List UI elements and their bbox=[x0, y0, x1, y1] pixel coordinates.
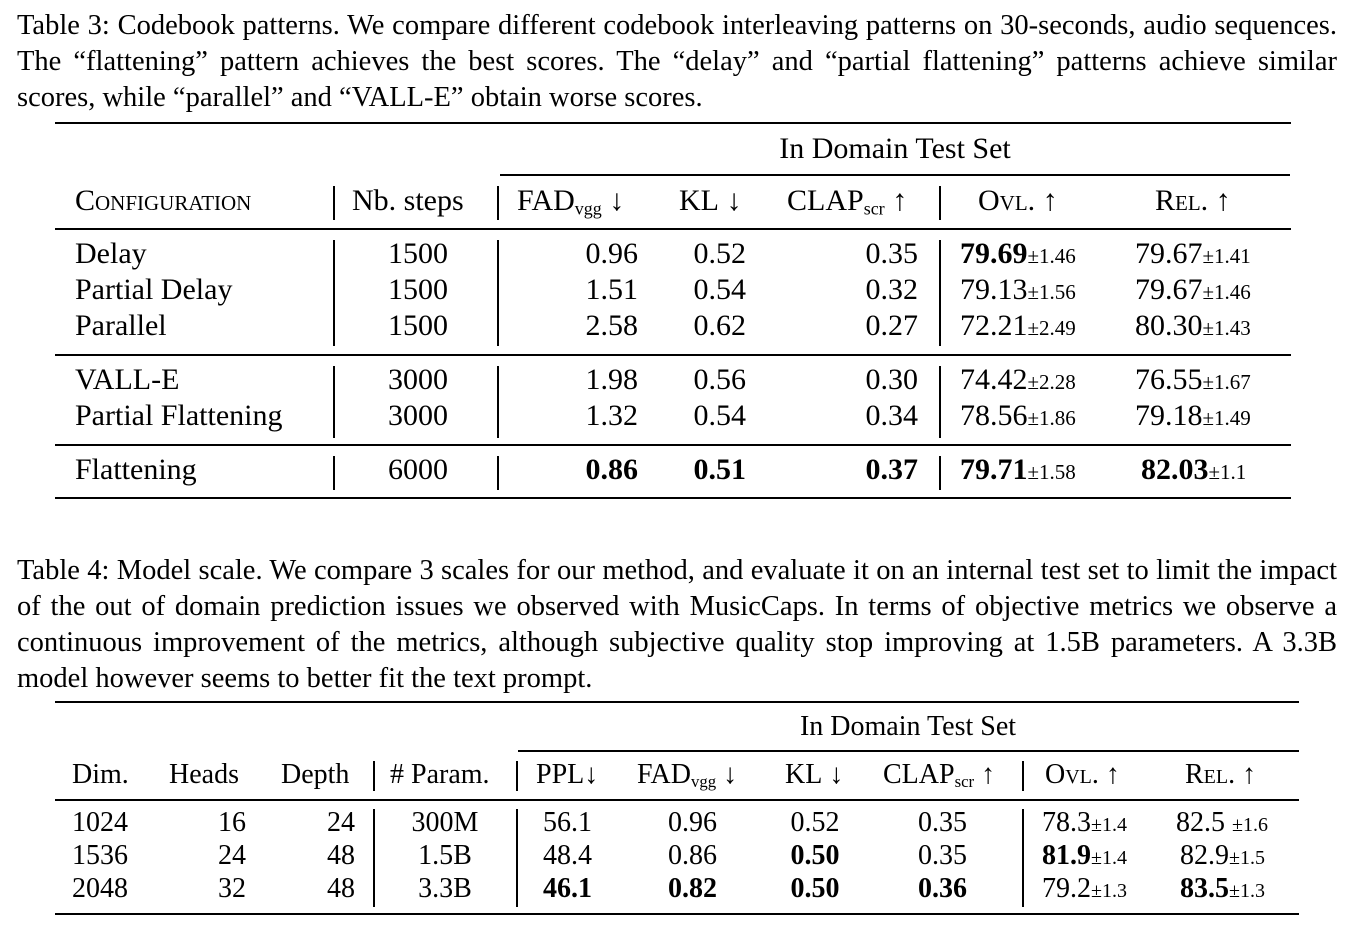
table3-mid-rule bbox=[55, 228, 1291, 230]
table3-header-fad: $FAD_{vgg}$ ↓ bbox=[517, 184, 625, 219]
table4-top-rule bbox=[55, 701, 1299, 703]
ovl-cell: 79.2±1.3 bbox=[1042, 873, 1127, 904]
steps-cell: 1500 bbox=[388, 237, 448, 270]
rel-cell: 80.30±1.43 bbox=[1135, 309, 1251, 342]
table4-header-sep-1 bbox=[373, 761, 375, 791]
dim-cell: 2048 bbox=[72, 873, 128, 904]
steps-cell: 1500 bbox=[388, 309, 448, 342]
table3-sep-1 bbox=[333, 456, 335, 490]
fad-cell: 0.96 bbox=[668, 807, 717, 838]
ovl-cell: 74.42±2.28 bbox=[960, 363, 1076, 396]
table4-group-rule bbox=[518, 750, 1299, 752]
table3-sep-2 bbox=[497, 240, 499, 346]
depth-cell: 48 bbox=[327, 873, 355, 904]
clap-cell: 0.37 bbox=[865, 453, 918, 486]
depth-cell: 24 bbox=[327, 807, 355, 838]
table4-header-dim: Dim. bbox=[72, 759, 129, 790]
table3-group-rule bbox=[500, 174, 1290, 176]
config-cell: Partial Delay bbox=[75, 273, 233, 306]
ovl-cell: 79.71±1.58 bbox=[960, 453, 1076, 486]
kl-cell: 0.56 bbox=[693, 363, 746, 396]
table3-header-kl: KL ↓ bbox=[679, 184, 742, 217]
table3-top-rule bbox=[55, 122, 1291, 124]
table4-header-sep-3 bbox=[1022, 761, 1024, 791]
clap-cell: 0.32 bbox=[865, 273, 918, 306]
ovl-cell: 78.56±1.86 bbox=[960, 399, 1076, 432]
fad-cell: 0.96 bbox=[585, 237, 638, 270]
rel-cell: 82.9±1.5 bbox=[1180, 840, 1265, 871]
table3-sep-2 bbox=[497, 456, 499, 490]
param-cell: 1.5B bbox=[418, 840, 472, 871]
rel-cell: 82.03±1.1 bbox=[1141, 453, 1247, 486]
table4-header-fad: $FAD_{vgg}$ ↓ bbox=[637, 759, 738, 792]
ppl-cell: 56.1 bbox=[543, 807, 592, 838]
table3-group-rule-2 bbox=[55, 354, 1291, 356]
rel-cell: 79.67±1.41 bbox=[1135, 237, 1251, 270]
fad-cell: 0.86 bbox=[585, 453, 638, 486]
kl-cell: 0.54 bbox=[693, 399, 746, 432]
rel-cell: 82.5 ±1.6 bbox=[1176, 807, 1268, 838]
config-cell: VALL-E bbox=[75, 363, 180, 396]
table4-sep-3 bbox=[1022, 809, 1024, 907]
kl-cell: 0.50 bbox=[790, 873, 840, 904]
fad-cell: 1.51 bbox=[585, 273, 638, 306]
fad-cell: 0.86 bbox=[668, 840, 717, 871]
table3-header-sep-3 bbox=[939, 186, 941, 220]
clap-cell: 0.35 bbox=[918, 807, 967, 838]
table4-caption: Table 4: Model scale. We compare 3 scales for our method, and evaluate it on an internal test set to limit the impact of the out of domain prediction issues we observed with MusicCaps. In terms of objective metrics we observe a continuous improvement of the metrics, although subjective quality stop improving at 1.5B parameters. A 3.3B model however seems to better fit the text prompt. bbox=[17, 555, 1337, 694]
table3-sep-1 bbox=[333, 240, 335, 346]
clap-cell: 0.35 bbox=[865, 237, 918, 270]
table4-header-param: # Param. bbox=[390, 759, 490, 790]
kl-cell: 0.52 bbox=[693, 237, 746, 270]
param-cell: 3.3B bbox=[418, 873, 472, 904]
table3-sep-1 bbox=[333, 366, 335, 438]
rel-cell: 79.67±1.46 bbox=[1135, 273, 1251, 306]
table3-sep-2 bbox=[497, 366, 499, 438]
heads-cell: 16 bbox=[218, 807, 246, 838]
clap-cell: 0.27 bbox=[865, 309, 918, 342]
table4-header-ppl: PPL↓ bbox=[536, 759, 599, 790]
table4-group-header: In Domain Test Set bbox=[799, 711, 1017, 742]
steps-cell: 3000 bbox=[388, 399, 448, 432]
steps-cell: 3000 bbox=[388, 363, 448, 396]
table3-header-clap: $CLAP_{scr}$ ↑ bbox=[787, 184, 908, 219]
table3-sep-3 bbox=[939, 366, 941, 438]
dim-cell: 1536 bbox=[72, 840, 128, 871]
clap-cell: 0.34 bbox=[865, 399, 918, 432]
table4-header-ovl: Ovl. ↑ bbox=[1045, 759, 1120, 790]
clap-cell: 0.30 bbox=[865, 363, 918, 396]
table3-bottom-rule bbox=[55, 497, 1291, 499]
fad-cell: 1.98 bbox=[585, 363, 638, 396]
ovl-cell: 81.9±1.4 bbox=[1042, 840, 1127, 871]
table3-sep-3 bbox=[939, 240, 941, 346]
param-cell: 300M bbox=[411, 807, 479, 838]
table3-group-rule-3 bbox=[55, 444, 1291, 446]
fad-cell: 2.58 bbox=[585, 309, 638, 342]
ppl-cell: 46.1 bbox=[543, 873, 592, 904]
table3-header-sep-2 bbox=[497, 186, 499, 220]
table3-header-sep-1 bbox=[333, 186, 335, 220]
fad-cell: 0.82 bbox=[668, 873, 717, 904]
table4-sep-1 bbox=[373, 809, 375, 907]
kl-cell: 0.50 bbox=[790, 840, 840, 871]
ovl-cell: 79.13±1.56 bbox=[960, 273, 1076, 306]
table3-header-ovl: Ovl. ↑ bbox=[978, 184, 1058, 217]
config-cell: Parallel bbox=[75, 309, 167, 342]
ovl-cell: 72.21±2.49 bbox=[960, 309, 1076, 342]
rel-cell: 79.18±1.49 bbox=[1135, 399, 1251, 432]
config-cell: Delay bbox=[75, 237, 147, 270]
table4-header-rel: Rel. ↑ bbox=[1185, 759, 1257, 790]
ppl-cell: 48.4 bbox=[543, 840, 592, 871]
kl-cell: 0.54 bbox=[693, 273, 746, 306]
table4-header-heads: Heads bbox=[169, 759, 239, 790]
dim-cell: 1024 bbox=[72, 807, 128, 838]
table3-header-rel: Rel. ↑ bbox=[1155, 184, 1231, 217]
heads-cell: 24 bbox=[218, 840, 246, 871]
table4-header-kl: KL ↓ bbox=[785, 759, 844, 790]
clap-cell: 0.36 bbox=[918, 873, 967, 904]
table3-header-configuration: Configuration bbox=[75, 184, 252, 217]
clap-cell: 0.35 bbox=[918, 840, 967, 871]
table3-sep-3 bbox=[939, 456, 941, 490]
table4-bottom-rule bbox=[55, 913, 1299, 915]
ovl-cell: 78.3±1.4 bbox=[1042, 807, 1127, 838]
table4-header-clap: $CLAP_{scr}$ ↑ bbox=[883, 759, 996, 792]
table3-header-steps: Nb. steps bbox=[352, 184, 464, 217]
steps-cell: 6000 bbox=[388, 453, 448, 486]
heads-cell: 32 bbox=[218, 873, 246, 904]
table4-sep-2 bbox=[516, 809, 518, 907]
rel-cell: 76.55±1.67 bbox=[1135, 363, 1251, 396]
kl-cell: 0.51 bbox=[693, 453, 746, 486]
kl-cell: 0.62 bbox=[693, 309, 746, 342]
kl-cell: 0.52 bbox=[790, 807, 840, 838]
depth-cell: 48 bbox=[327, 840, 355, 871]
table3-caption: Table 3: Codebook patterns. We compare different codebook interleaving patterns on 30-seconds, audio sequences. The “flattening” pattern achieves the best scores. The “delay” and “partial flattening” patterns achieve similar scores, while “parallel” and “VALL-E” obtain worse scores. bbox=[17, 10, 1337, 113]
steps-cell: 1500 bbox=[388, 273, 448, 306]
table4-mid-rule bbox=[55, 799, 1299, 801]
fad-cell: 1.32 bbox=[585, 399, 638, 432]
ovl-cell: 79.69±1.46 bbox=[960, 237, 1076, 270]
table4-header-depth: Depth bbox=[281, 759, 350, 790]
table4-header-sep-2 bbox=[516, 761, 518, 791]
rel-cell: 83.5±1.3 bbox=[1180, 873, 1265, 904]
config-cell: Partial Flattening bbox=[75, 399, 283, 432]
table3-group-header: In Domain Test Set bbox=[779, 132, 1011, 165]
config-cell: Flattening bbox=[75, 453, 197, 486]
